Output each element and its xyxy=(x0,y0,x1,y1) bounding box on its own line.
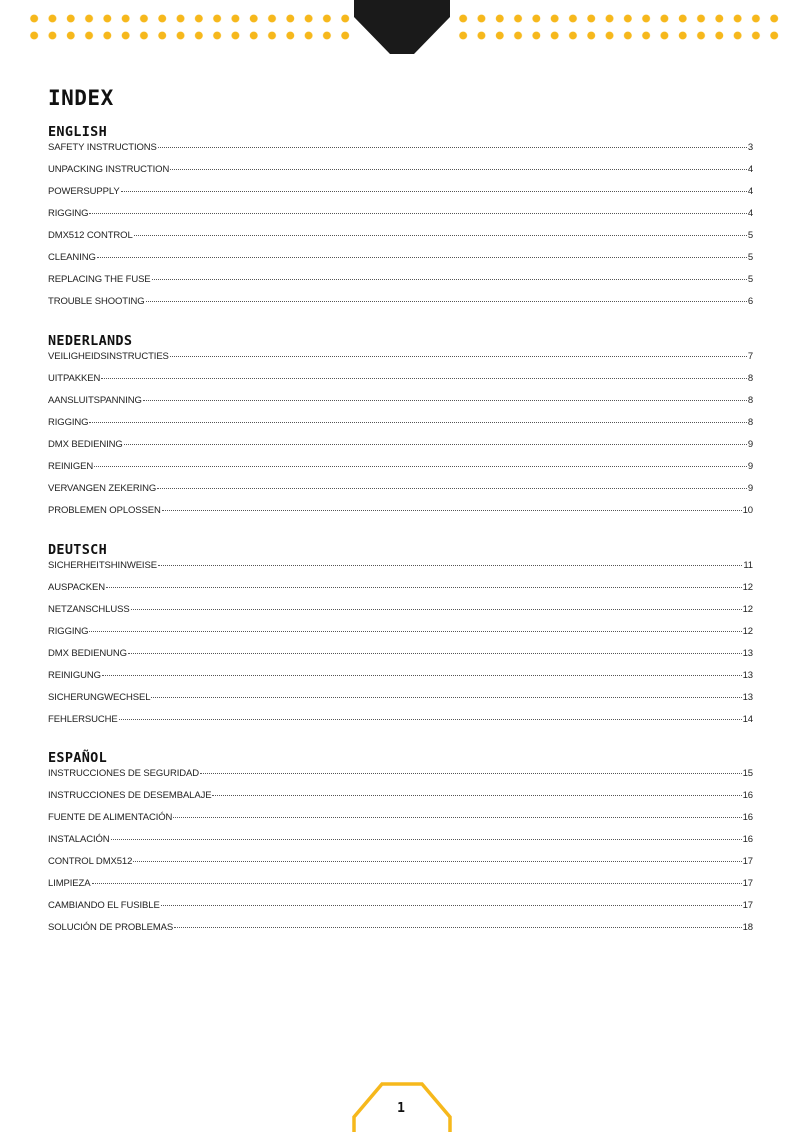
toc-entry-page: 12 xyxy=(742,582,753,593)
section-heading: NEDERLANDS xyxy=(48,333,133,349)
toc-entry[interactable] xyxy=(48,206,753,228)
dot-leader xyxy=(97,257,747,258)
toc-entry-label: DMX BEDIENING xyxy=(48,439,123,450)
toc-entry-label: REINIGUNG xyxy=(48,670,101,681)
toc-entry[interactable] xyxy=(48,415,753,437)
toc-entry-page: 16 xyxy=(742,812,753,823)
toc-entry[interactable] xyxy=(48,646,753,668)
dot-leader xyxy=(106,587,742,588)
toc-entry-page: 16 xyxy=(742,834,753,845)
toc-entry-label: NETZANSCHLUSS xyxy=(48,604,130,615)
toc-entry-page: 17 xyxy=(742,856,753,867)
section-espanol xyxy=(48,750,753,942)
dot-leader xyxy=(111,839,742,840)
toc-entry-label: SOLUCIÓN DE PROBLEMAS xyxy=(48,922,174,933)
toc-entry-label: CLEANING xyxy=(48,252,96,263)
toc-entry-label: CAMBIANDO EL FUSIBLE xyxy=(48,900,160,911)
toc-entry[interactable] xyxy=(48,481,753,503)
toc-entry-page: 5 xyxy=(747,230,753,241)
toc-entry-page: 8 xyxy=(747,373,753,384)
dot-leader xyxy=(162,510,742,511)
dot-leader xyxy=(89,631,741,632)
section-heading: DEUTSCH xyxy=(48,542,107,558)
toc-entry-page: 18 xyxy=(742,922,753,933)
toc-entry-label: UITPAKKEN xyxy=(48,373,101,384)
dot-leader xyxy=(158,565,742,566)
section-heading: ENGLISH xyxy=(48,124,107,140)
dot-leader xyxy=(101,378,747,379)
toc-entry[interactable] xyxy=(48,349,753,371)
dot-leader xyxy=(200,773,742,774)
toc-entry-label: AUSPACKEN xyxy=(48,582,105,593)
toc-entry-label: INSTRUCCIONES DE DESEMBALAJE xyxy=(48,790,212,801)
toc-entry-label: UNPACKING INSTRUCTION xyxy=(48,164,170,175)
toc-entry-page: 15 xyxy=(742,768,753,779)
toc-entry-label: INSTRUCCIONES DE SEGURIDAD xyxy=(48,768,200,779)
toc-entry[interactable] xyxy=(48,766,753,788)
dot-leader xyxy=(174,927,741,928)
toc-entry[interactable] xyxy=(48,228,753,250)
toc-entry[interactable] xyxy=(48,810,753,832)
toc-entry-page: 6 xyxy=(747,296,753,307)
section-deutsch xyxy=(48,542,753,734)
toc-entry[interactable] xyxy=(48,854,753,876)
toc-entry-page: 17 xyxy=(742,878,753,889)
dot-leader xyxy=(146,301,747,302)
top-right-dot-pattern xyxy=(454,10,784,40)
toc-entry[interactable] xyxy=(48,140,753,162)
dot-leader xyxy=(161,905,742,906)
dot-leader xyxy=(128,653,742,654)
toc-entry[interactable] xyxy=(48,668,753,690)
toc-entry[interactable] xyxy=(48,920,753,942)
toc-entry-page: 12 xyxy=(742,604,753,615)
page-title: INDEX xyxy=(48,86,114,110)
toc-entry-label: REPLACING THE FUSE xyxy=(48,274,151,285)
toc-entry[interactable] xyxy=(48,184,753,206)
dot-leader xyxy=(170,356,747,357)
toc-entry[interactable] xyxy=(48,459,753,481)
toc-entry-page: 9 xyxy=(747,439,753,450)
toc-entry-page: 8 xyxy=(747,395,753,406)
toc-entry[interactable] xyxy=(48,558,753,580)
dot-leader xyxy=(143,400,747,401)
section-nederlands xyxy=(48,333,753,525)
toc-entry-label: RIGGING xyxy=(48,626,89,637)
toc-entry-label: FUENTE DE ALIMENTACIÓN xyxy=(48,812,173,823)
toc-entry-page: 7 xyxy=(747,351,753,362)
toc-entry-page: 16 xyxy=(742,790,753,801)
dot-leader xyxy=(124,444,747,445)
toc-entry-label: AANSLUITSPANNING xyxy=(48,395,142,406)
dot-leader xyxy=(121,191,747,192)
toc-entry-label: LIMPIEZA xyxy=(48,878,91,889)
toc-entry-label: DMX BEDIENUNG xyxy=(48,648,127,659)
toc-entry[interactable] xyxy=(48,832,753,854)
toc-entry-page: 11 xyxy=(743,560,753,571)
dot-leader xyxy=(134,235,747,236)
toc-entry-label: SICHERHEITSHINWEISE xyxy=(48,560,157,571)
dot-leader xyxy=(92,883,742,884)
toc-entry-page: 4 xyxy=(747,164,753,175)
toc-entry[interactable] xyxy=(48,602,753,624)
toc-entry[interactable] xyxy=(48,624,753,646)
dot-leader xyxy=(173,817,741,818)
toc-entry[interactable] xyxy=(48,437,753,459)
toc-entry-label: TROUBLE SHOOTING xyxy=(48,296,145,307)
toc-entry-label: SICHERUNGWECHSEL xyxy=(48,692,151,703)
toc-entry-page: 14 xyxy=(742,714,753,725)
toc-entry[interactable] xyxy=(48,788,753,810)
toc-entry[interactable] xyxy=(48,690,753,712)
toc-entry-page: 12 xyxy=(742,626,753,637)
dot-leader xyxy=(170,169,747,170)
toc-entry[interactable] xyxy=(48,272,753,294)
toc-entry-label: VERVANGEN ZEKERING xyxy=(48,483,157,494)
toc-entry-page: 4 xyxy=(747,208,753,219)
page-number: 1 xyxy=(397,1101,405,1116)
toc-entry[interactable] xyxy=(48,712,753,734)
toc-entry-page: 13 xyxy=(742,670,753,681)
toc-entry-page: 9 xyxy=(747,483,753,494)
toc-entry-label: RIGGING xyxy=(48,417,89,428)
toc-entry-page: 9 xyxy=(747,461,753,472)
toc-entry[interactable] xyxy=(48,580,753,602)
section-heading: ESPAÑOL xyxy=(48,750,107,766)
dot-leader xyxy=(133,861,741,862)
toc-entry[interactable] xyxy=(48,162,753,184)
toc-entry-page: 13 xyxy=(742,648,753,659)
toc-entry-page: 10 xyxy=(742,505,753,516)
toc-entry[interactable] xyxy=(48,371,753,393)
toc-entry-page: 4 xyxy=(747,186,753,197)
toc-entry-label: POWERSUPPLY xyxy=(48,186,120,197)
top-tab-shape xyxy=(352,0,452,58)
toc-entry-label: FEHLERSUCHE xyxy=(48,714,118,725)
toc-entry[interactable] xyxy=(48,250,753,272)
toc-entry[interactable] xyxy=(48,294,753,316)
toc-entry-page: 8 xyxy=(747,417,753,428)
toc-entry[interactable] xyxy=(48,876,753,898)
dot-leader xyxy=(212,795,741,796)
toc-entry-label: INSTALACIÓN xyxy=(48,834,110,845)
toc-entry-page: 5 xyxy=(747,274,753,285)
toc-entry[interactable] xyxy=(48,503,753,525)
section-english xyxy=(48,124,753,316)
toc-entry-label: DMX512 CONTROL xyxy=(48,230,133,241)
toc-entry-label: RIGGING xyxy=(48,208,89,219)
top-left-dot-pattern xyxy=(25,10,355,40)
toc-entry[interactable] xyxy=(48,393,753,415)
toc-entry-page: 3 xyxy=(747,142,753,153)
toc-entry-page: 13 xyxy=(742,692,753,703)
toc-entry-label: VEILIGHEIDSINSTRUCTIES xyxy=(48,351,169,362)
dot-leader xyxy=(131,609,742,610)
toc-entry-page: 17 xyxy=(742,900,753,911)
dot-leader xyxy=(152,279,747,280)
toc-entry-label: PROBLEMEN OPLOSSEN xyxy=(48,505,161,516)
dot-leader xyxy=(102,675,742,676)
dot-leader xyxy=(151,697,741,698)
toc-entry-label: SAFETY INSTRUCTIONS xyxy=(48,142,157,153)
dot-leader xyxy=(89,213,746,214)
dot-leader xyxy=(119,719,742,720)
toc-entry-page: 5 xyxy=(747,252,753,263)
dot-leader xyxy=(94,466,747,467)
dot-leader xyxy=(89,422,746,423)
toc-entry[interactable] xyxy=(48,898,753,920)
toc-entry-label: CONTROL DMX512 xyxy=(48,856,133,867)
dot-leader xyxy=(157,488,747,489)
dot-leader xyxy=(158,147,747,148)
toc-entry-label: REINIGEN xyxy=(48,461,94,472)
